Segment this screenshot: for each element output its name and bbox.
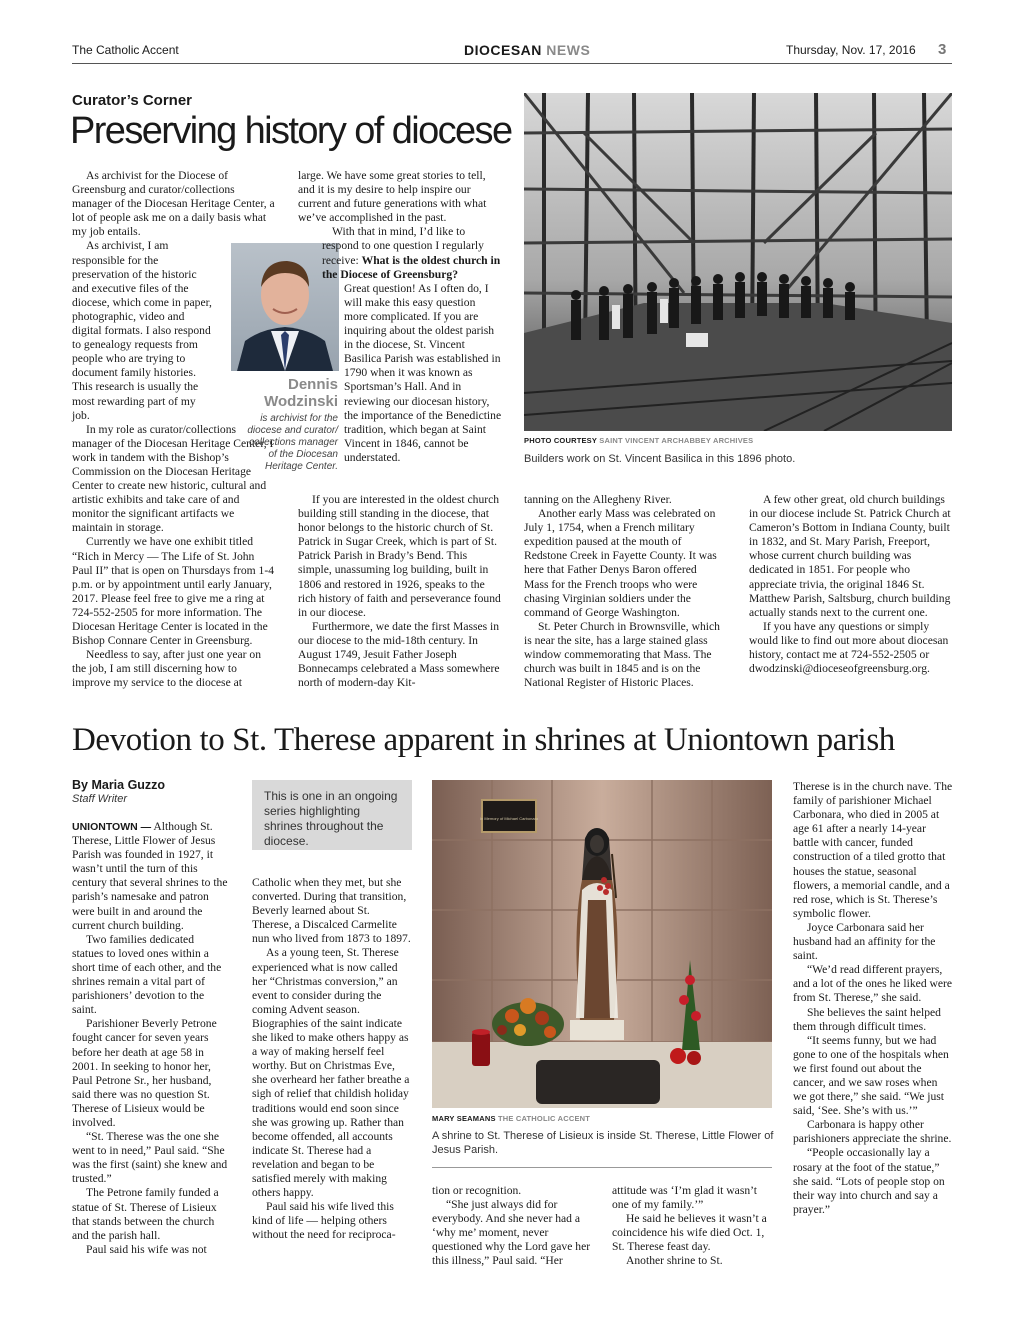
article1-column-2	[298, 169, 502, 465]
paragraph	[322, 225, 502, 281]
question-highlight: What is the oldest church in the Diocese of Greensburg?	[322, 253, 501, 281]
paragraph: “It seems funny, but we had gone to one of the hospitals when we first found out about the cancer, and we saw roses when we got there,” she said. “We just said, ‘See. She’s with us.’”	[793, 1033, 949, 1118]
paragraph: The Petrone family funded a statue of St. Therese of Lisieux that stands between the church and the parish hall.	[72, 1186, 219, 1242]
caption-rule	[432, 1167, 772, 1168]
credit-label: MARY SEAMANS	[432, 1114, 496, 1123]
bio-line: of the Diocesan	[268, 449, 338, 460]
paragraph: tion or recognition.	[432, 1184, 522, 1197]
paragraph: Joyce Carbonara said her husband had an affinity for the saint.	[793, 920, 936, 963]
paragraph: Furthermore, we date the first Masses in our diocese to the mid-18th century. In August 1749, Jesuit Father Joseph Bonnecamps celebrated a Mass somewhere north of modern-day Kit-	[298, 619, 500, 690]
paragraph: St. Peter Church in Brownsville, which is near the site, has a large stained glass window commemorating that Mass. The church was built in 1845 and is on the National Register of Historic Places.	[524, 619, 720, 690]
paragraph: As archivist, I am responsible for the preservation of the historic and executive files of the diocese, which come in paper, photographic, video and digital formats. I also respond to genealogy requests from people who are trying to document family histories. This research is usually the most rewarding part of my job.	[72, 239, 212, 422]
kicker: Curator’s Corner	[72, 92, 193, 109]
section-label-b: NEWS	[546, 42, 591, 58]
bio-line: collections manager	[249, 437, 338, 448]
author-first-name: Dennis	[287, 376, 338, 393]
dateline: UNIONTOWN —	[72, 821, 152, 833]
article1-column-4	[749, 493, 953, 676]
page-number: 3	[938, 41, 947, 58]
article1-column-3	[524, 493, 724, 690]
paragraph: Catholic when they met, but she converted. During that transition, Beverly learned about St. Therese, a Discalced Carmelite nun who lived from 1873 to 1897.	[252, 876, 411, 946]
paragraph: She believes the saint helped them through difficult times.	[793, 1005, 941, 1033]
byline: By Maria Guzzo	[72, 778, 166, 792]
paragraph: Great question! As I often do, I will make this easy question more complicated. If you are inquiring about the oldest parish in the diocese, St. Vincent Basilica Parish was established in 1790 when it was known as Sportsman’s Hall. And in reviewing our diocesan history, the importance of the Benedictine tradition, which began at Saint Vincent in 1846, cannot be understated.	[344, 281, 502, 464]
paragraph: Needless to say, after just one year on the job, I am still discerning how to improve my service to the diocese at	[72, 648, 262, 690]
paragraph: As archivist for the Diocese of Greensburg and curator/collections manager of the Diocesan Heritage Center, a lot of people ask me on a daily basis what my job entails.	[72, 169, 275, 239]
paragraph: large. We have some great stories to tell, and it is my desire to help inspire our current and future generations with what we’ve accomplished in the past.	[298, 169, 487, 225]
memorial-plaque-text: In Memory of Michael Carbonara	[479, 816, 539, 821]
byline-role: Staff Writer	[72, 793, 128, 805]
paragraph	[72, 820, 228, 933]
paragraph-text: With that in mind, I’d like to respond to one question I regularly receive:	[322, 225, 484, 267]
shrine-photo-credit	[432, 1114, 590, 1123]
paragraph: Therese is in the church nave. The family of parishioner Michael Carbonara, who died in 2005 at age 61 after a nearly 14-year battle with cancer, funded construction of a tiled grotto that houses the statue, seasonal flowers, a memorial candle, and a red rose, which is St. Therese’s symbolic flower.	[793, 780, 953, 920]
credit-source: THE CATHOLIC ACCENT	[497, 1114, 591, 1123]
paragraph: Carbonara is happy other parishioners appreciate the shrine.	[793, 1118, 952, 1146]
credit-source: SAINT VINCENT ARCHABBEY ARCHIVES	[599, 436, 754, 445]
paragraph: If you have any questions or simply would like to find out more about diocesan history, contact me at 724-552-2505 or dwodzinski@dioceseofgreensburg.org.	[749, 619, 949, 676]
article2-column-1	[72, 820, 228, 1257]
paragraph: “St. Therese was the one she went to in need,” Paul said. “She was the first (saint) she knew and trusted.”	[72, 1130, 228, 1186]
paragraph: tanning on the Allegheny River.	[524, 493, 672, 506]
bio-line: Heritage Center.	[265, 461, 338, 472]
archive-photo-credit	[524, 436, 753, 445]
article2-column-2	[252, 876, 412, 1242]
section-label	[464, 42, 590, 58]
section-label-a: DIOCESAN	[464, 42, 542, 58]
paragraph: A few other great, old church buildings in our diocese include St. Patrick Church at Cameron’s Bottom in Indiana County, built in 1832, and St. Mary Parish, Freeport, whose current church building was dedicated in 1851. For people who appreciate trivia, the original 1846 St. Matthew Parish, Saltsburg, church building actually stands next to the current one.	[749, 493, 951, 619]
scaffolding-graphic	[524, 93, 952, 431]
shrine-photo	[432, 780, 772, 1108]
paragraph: attitude was ‘I’m glad it wasn’t one of my family.’”	[612, 1184, 757, 1212]
bio-line: diocese and curator/	[247, 425, 338, 436]
author-last-name: Wodzinski	[264, 393, 338, 410]
article2-headline: Devotion to St. Therese apparent in shrines at Uniontown parish	[72, 722, 895, 758]
article1-column-2-bottom	[298, 493, 502, 690]
article2-column-5	[793, 780, 953, 1217]
paragraph-text: Although St. Therese, Little Flower of Jesus Parish was founded in 1927, it wasn’t until the turn of this century that several shrines to the parish’s namesake and patron were built in and around the current church building.	[72, 820, 228, 932]
issue-date: Thursday, Nov. 17, 2016	[786, 43, 916, 57]
article1-headline: Preserving history of diocese	[70, 110, 512, 152]
header-rule	[72, 63, 952, 64]
paragraph: “She just always did for everybody. And she never had a ‘why me’ moment, never questioned why the Lord gave her this illness,” Paul said. “Her	[432, 1198, 591, 1268]
paragraph: “People occasionally lay a rosary at the foot of the statue,” she said. “Lots of people stop on their way into church and say a prayer.”	[793, 1146, 945, 1216]
paragraph: As a young teen, St. Therese experienced what is now called her “Christmas conversion,” an event to consider during the coming Advent season. Biographies of the saint indicate she liked to make others happy as a way of making herself feel worthy. But on Christmas Eve, she overheard her father breathe a sigh of relief that childish holiday traditions would end soon since she was growing up. Rather than become offended, all accounts indicate St. Therese had a revelation and began to be satisfied merely with making others happy.	[252, 946, 410, 1200]
paragraph: Another early Mass was celebrated on July 1, 1754, when a French military expedition paused at the mouth of Redstone Creek in Fayette County. It was here that Father Denys Baron offered Mass for the French troops who were chasing Virginian soldiers under the command of George Washington.	[524, 507, 717, 619]
shrine-graphic	[432, 780, 772, 1108]
publication-name: The Catholic Accent	[72, 43, 179, 57]
paragraph: Paul said his wife lived this kind of life — helping others without the need for reciproca-	[252, 1200, 396, 1242]
paragraph: If you are interested in the oldest church building still standing in the diocese, that honor belongs to the historic church of St. Patrick in Sugar Creek, which is part of St. Patrick Parish in Brady’s Bend. This simple, unassuming log building, built in 1806 and restored in 1926, speaks to the rich history of faith and perseverance found in our diocese.	[298, 493, 501, 619]
paragraph: Parishioner Beverly Petrone fought cancer for seven years before her death at age 58 in 2001. In seeking to honor her, Paul Petrone Sr., her husband, said there was no question St. Therese of Lisieux would be involved.	[72, 1017, 217, 1129]
paragraph: He said he believes it wasn’t a coincidence his wife died Oct. 1, St. Therese feast day.	[612, 1212, 767, 1254]
credit-label: PHOTO COURTESY	[524, 436, 597, 445]
paragraph: Two families dedicated statues to loved ones within a short time of each other, and the shrines remain a vital part of parishioners’ devotion to the saint.	[72, 932, 222, 1017]
paragraph: Currently we have one exhibit titled “Rich in Mercy — The Life of St. John Paul II” that is open on Thursdays from 1-4 p.m. or by appointment until early January, 2017. Please feel free to give me a ring at 724-552-2505 for more information. The Diocesan Heritage Center is located in the Bishop Connare Center in Greensburg.	[72, 535, 274, 648]
article2-column-3	[432, 1184, 592, 1269]
paragraph: “We’d read different prayers, and a lot of the ones he liked were from St. Therese,” she said.	[793, 963, 953, 1005]
series-box-text: This is one in an ongoing series highlighting shrines throughout the diocese.	[264, 789, 398, 848]
article2-column-4	[612, 1184, 772, 1269]
paragraph: In my role as curator/collections manager of the Diocesan Heritage Center, I work in tandem with the Bishop’s Commission on the Diocesan Heritage Center to create new historic, cultural and artistic exhibits and take care of and monitor the significant artifacts we maintain in storage.	[72, 422, 274, 535]
paragraph: Another shrine to St.	[626, 1254, 723, 1268]
paragraph: Paul said his wife was not	[86, 1242, 207, 1256]
archive-photo-caption: Builders work on St. Vincent Basilica in this 1896 photo.	[524, 453, 796, 465]
bio-line: is archivist for the	[260, 413, 338, 424]
series-box	[252, 780, 412, 850]
archive-photo	[524, 93, 952, 431]
shrine-photo-caption: A shrine to St. Therese of Lisieux is inside St. Therese, Little Flower of Jesus Parish.	[432, 1130, 774, 1156]
